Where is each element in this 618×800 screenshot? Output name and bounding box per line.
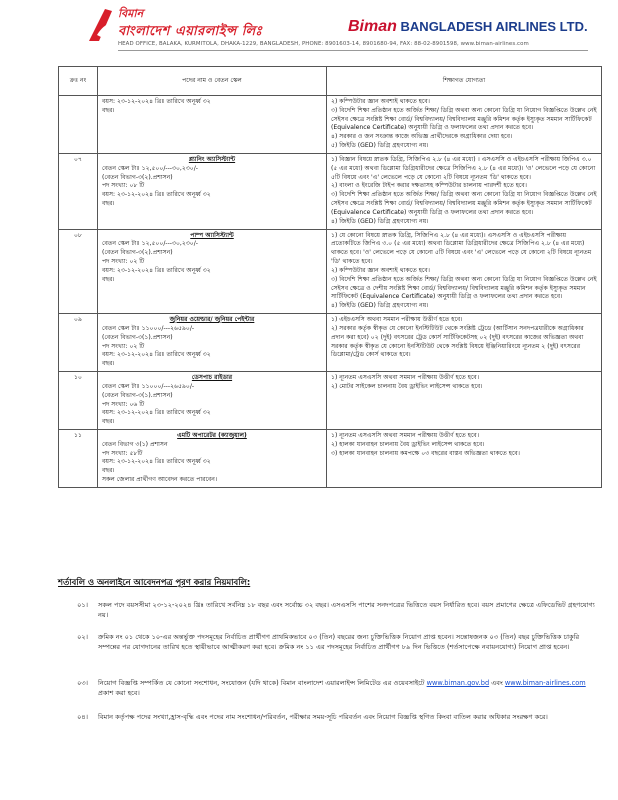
post-detail-line: পদ সংখ্যা: ০২ টি [102,342,145,350]
post-detail-line: বয়স: ২৩-১২-২০২৪ খ্রিঃ তারিখে অনূর্ধ্ব ৩২ [102,409,211,417]
term-item [58,712,603,738]
qualification-line: ৪) জিইডি (GED) ডিগ্রি গ্রহণযোগ্য নয়। [331,302,429,310]
post-detail-line: বছর। [102,418,115,426]
post-detail-line: (বেতন বিভাগ-৩(২).প্রশাসন) [102,173,173,181]
term-text-a: নিয়োগ বিজ্ঞপ্তি সম্পর্কিত যে কোনো সংশোধন, সংযোজন (যদি থাকে) বিমান বাংলাদেশ এয়ারলাইন্স লিমিটেড এর ওয়েবসাইটে [98,679,425,687]
serial-number: ১০ [59,372,98,430]
post-detail-line: (বেতন বিভাগ-৩(১).প্রশাসন) [102,333,173,341]
post-detail-line: বয়স: ২৩-১২-২০২৪ খ্রিঃ তারিখে অনূর্ধ্ব ৩২ [102,458,211,466]
term-number: ০১। [77,601,88,609]
biman-gov-link[interactable]: www.biman.gov.bd [426,679,490,687]
post-detail-line: বছর। [102,467,115,475]
airline-tail-logo-icon [85,5,115,45]
table-row [59,153,602,229]
qualification-line: ২) বাংলা ও ইংরেজি টাইপ করার দক্ষতাসহ কম্পিউটার চালনায় পারদর্শী হতে হবে। [331,182,527,190]
qualification-cell [327,153,602,229]
qualification-line: ৫) জিইডি (GED) ডিগ্রি গ্রহণযোগ্য নয়। [331,142,429,150]
terms-title: শর্তাবলি ও অনলাইনে আবেদনপত্র পূরণ করার নিয়মাবলি: [58,577,251,587]
serial-number: ০৭ [59,153,98,229]
qualification-line: ২) মোটর সাইকেল চালনায় বৈধ ড্রাইভিং লাইসেন্স থাকতে হবে। [331,382,483,390]
post-title: প্ল্যানিং অ্যাসিস্ট্যান্ট [188,155,236,163]
header-divider [118,50,588,51]
qualification-line: ৩) বিদেশি শিক্ষা প্রতিষ্ঠান হতে অর্জিত শিক্ষা/ ডিগ্রি অথবা অন্য কোনো ডিগ্রি যা নিয়োগ বিজ্ঞপ্তিতে উল্লেখ নেই সেইসব ক্ষেত্রে সংশ্লিষ্ট শিক্ষা বোর্ড/ বিশ্ববিদ্যালয়/ বিশ্ববিদ্যালয় মঞ্জুরি কমিশন কর্তৃক ইস্যুকৃত সমমান সার্টিফিকেট (Equivalence Certificate) অনুযায়ী ডিগ্রি ও ফলাফলের তথ্য প্রদান করতে হবে। [331,106,597,132]
head-office-address: HEAD OFFICE, BALAKA, KURMITOLA, DHAKA-1229, BANGLADESH, PHONE: 8901603-14, 8901680-94, FAX: 88-02-8901598, www.biman-airlines.com [118,41,529,47]
post-title: এমটি অপারেটর (ক্যাজুয়াল) [177,431,247,439]
post-detail-line: (বেতন বিভাগ-৩(১).প্রশাসন) [102,391,173,399]
table-header-row [59,67,602,96]
table-row [59,429,602,487]
term-item [58,678,603,704]
post-detail-line: বয়স: ২৩-১২-২০২৪ খ্রিঃ তারিখে অনূর্ধ্ব ৩২ [102,191,211,199]
logo-bangla: বাংলাদেশ এয়ারলাইন্স লিঃ [118,24,263,39]
post-detail-line: সকল জেলার প্রার্থীগণ আবেদন করতে পারবেন। [102,476,218,484]
serial-number: ০৮ [59,229,98,313]
letterhead [0,0,618,60]
post-cell [98,314,327,372]
logo-bangla-top: বিমান [118,7,144,20]
serial-number [59,96,98,154]
table-row [59,372,602,430]
post-detail-line: বেতন স্কেল টাঃ ১১০০০/---২৬৫৯০/- [102,324,195,332]
col-header-qualification: শিক্ষাগত যোগ্যতা [327,67,602,96]
job-requirements-table [58,66,602,488]
post-detail-line: বছর। [102,275,115,283]
qualification-line: ১) এইচএসসি অথবা সমমান পরীক্ষায় উত্তীর্ণ হতে হবে। [331,316,463,324]
table-row [59,96,602,154]
qualification-line: ৩) হালকা যানবাহন চালনায় কমপক্ষে ০৩ বছরের বাস্তব অভিজ্ঞতা থাকতে হবে। [331,449,520,457]
term-item [58,600,603,626]
qualification-line: ৩) বিদেশি শিক্ষা প্রতিষ্ঠান হতে অর্জিত শিক্ষা/ ডিগ্রি অথবা অন্য কোনো ডিগ্রি যা নিয়োগ বিজ্ঞপ্তিতে উল্লেখ নেই সেইসব ক্ষেত্রে সংশ্লিষ্ট শিক্ষা বোর্ড/ বিশ্ববিদ্যালয়/ বিশ্ববিদ্যালয় মঞ্জুরি কমিশন কর্তৃক ইস্যুকৃত সমমান সার্টিফিকেট (Equivalence Certificate) অনুযায়ী ডিগ্রি ও ফলাফলের তথ্য প্রদান করতে হবে। [331,191,597,216]
post-title: জুনিয়র ওয়েল্ডার/ জুনিয়র পেইন্টার [169,316,255,324]
term-number: ০২। [77,633,88,641]
post-title: ডেসপাচ রাইডার [191,374,233,382]
qualification-cell [327,96,602,154]
post-detail-line: পদ সংখ্যা: ৫৮টি [102,449,143,457]
post-detail-line: বছর। [102,106,115,114]
serial-number: ০৯ [59,314,98,372]
qualification-line: ৪) সরকার ও জন সংক্রান্ত কাজে অভিজ্ঞ প্রার্থীদেরকে অগ্রাধিকার দেয়া হবে। [331,133,513,141]
post-detail-line: পদ সংখ্যা: ০২ টি [102,258,145,266]
brand-name [348,18,588,36]
qualification-cell [327,314,602,372]
post-detail-line: বেতন স্কেল টাঃ ১১০০০/---২৬৫৯০/- [102,382,195,390]
qualification-line: ১) ন্যূনতম এসএসসি অথবা সমমান পরীক্ষায় উত্তীর্ণ হতে হবে। [331,374,479,382]
table-row [59,314,602,372]
qualification-line: ১) ন্যূনতম এসএসসি অথবা সমমান পরীক্ষায় উত্তীর্ণ হতে হবে। [331,431,479,439]
term-text: সকল পদে বয়সসীমা ২৩-১২-২০২৪ খ্রিঃ তারিখে সর্বনিম্ন ১৮ বছর এবং সর্বোচ্চ ৩২ বছর। এসএসসি পাশের সনদপত্রের ভিত্তিতে বয়স নির্ধারিত হবে। বয়স প্রমাণের ক্ষেত্রে এফিডেভিট গ্রহণযোগ্য নয়। [98,601,595,620]
term-text [98,678,603,698]
table-row [59,229,602,313]
post-cell [98,429,327,487]
post-detail-line: (বেতন বিভাগ-৩(২).প্রশাসন) [102,249,173,257]
qualification-line: ২) কম্পিউটার জ্ঞান অবশ্যই থাকতে হবে। [331,266,430,274]
qualification-cell [327,372,602,430]
post-detail-line: পদ সংখ্যা: ০৬ টি [102,400,145,408]
post-detail-line: বছর। [102,200,115,208]
post-detail-line: বয়স: ২৩-১২-২০২৪ খ্রিঃ তারিখে অনূর্ধ্ব ৩২ [102,351,211,359]
post-cell [98,372,327,430]
qualification-line: ২) কম্পিউটার জ্ঞান অবশ্যই থাকতে হবে। [331,98,430,105]
qualification-line: ৪) জিইডি (GED) ডিগ্রি গ্রহণযোগ্য নয়। [331,217,429,225]
term-text: বিমান কর্তৃপক্ষ পদের সংখ্যা,হ্রাস-বৃদ্ধি এবং পদের নাম সংশোধন/পরিবর্তন, পরীক্ষার সময়-সূচি পরিবর্তন এবং নিয়োগ বিজ্ঞপ্তি স্থগিত কিংবা বাতিল করার অধিকার সংরক্ষণ করে। [98,713,548,721]
post-detail-line: বেতন বিভাগ ৩(১) প্রশাসন [102,440,168,448]
term-number: ০৩। [77,679,88,687]
qualification-cell [327,229,602,313]
biman-airlines-link[interactable]: www.biman-airlines.com [504,679,586,687]
post-cell [98,153,327,229]
col-header-serial: ক্রঃ নং [59,67,98,96]
post-cell [98,96,327,154]
qualification-line: ৩) বিদেশি শিক্ষা প্রতিষ্ঠান হতে অর্জিত শিক্ষা/ ডিগ্রি অথবা অন্য কোনো ডিগ্রি যা নিয়োগ বিজ্ঞপ্তিতে উল্লেখ নেই সেইসব ক্ষেত্রে ও দেশীয় সংশ্লিষ্ট শিক্ষা বোর্ড/ বিশ্ববিদ্যালয়/ বিশ্ববিদ্যালয় মঞ্জুরি কমিশন কর্তৃক ইস্যুকৃত সমমান সার্টিফিকেট (Equivalence Certificate) অনুযায়ী ডিগ্রি ও ফলাফলের তথ্য প্রদান করতে হবে। [331,275,597,301]
term-and: এবং [491,679,503,687]
post-cell [98,229,327,313]
serial-number: ১১ [59,429,98,487]
brand-strong: Biman [348,18,397,35]
col-header-post: পদের নাম ও বেতন স্কেল [98,67,327,96]
post-detail-line: বয়স: ২৩-১২-২০২৪ খ্রিঃ তারিখে অনূর্ধ্ব ৩২ [102,98,211,105]
qualification-line: ২) সরকার কর্তৃক স্বীকৃত যে কোনো ইনস্টিটিউট থেকে সংশ্লিষ্ট ট্রেডে (আর্টিসান সনদপত্রধারীকে অগ্রাধিকার প্রদান করা হবে) ০২ (দুই) বৎসরের ট্রেড কোর্স সার্টিফিকেটসহ ০২ (দুই) বৎসরের কাজের অভিজ্ঞতা অথবা সরকার কর্তৃক স্বীকৃত যে কোনো ইনস্টিটিউট থেকে সংশ্লিষ্ট বিষয়ে ইঞ্জিনিয়ারিংয়ে ন্যূনতম ২ (দুই) বৎসরের ডিপ্লোমা/ট্রেড কোর্স থাকতে হবে। [331,324,584,359]
brand-rest: BANGLADESH AIRLINES LTD. [400,19,588,34]
qualification-line: ১) বিজ্ঞান বিষয়ে স্নাতক ডিগ্রি, সিজিপিএ ২.৮ (৪ এর মধ্যে) । এসএসসি ও এইচএসসি পরীক্ষায় জিপিএ ৩.০ (৫ এর মধ্যে) অথবা ডিপ্লোমা ডিগ্রিধারীদের ক্ষেত্রে সিজিপিএ ২.৮ (৪ এর মধ্যে)। 'ও' লেভেলে পড়ে যে কোনো ৫টি বিষয়ে এবং 'এ' লেভেলে পড়ে যে কোনো ২টি বিষয়ে ন্যূনতম 'ডি' থাকতে হবে। [331,155,596,181]
qualification-cell [327,429,602,487]
qualification-line: ১) যে কোনো বিষয়ে স্নাতক ডিগ্রি, সিজিপিএ ২.৮ (৪ এর মধ্যে)। এসএসসি ও এইচএসসি পরীক্ষায় প্রত্যেকটিতে জিপিএ ৩.০ (৫ এর মধ্যে) অথবা ডিপ্লোমা ডিগ্রিধারীদের ক্ষেত্রে সিজিপিএ ২.৮ (৪ এর মধ্যে) থাকতে হবে। 'ও' লেভেলে পড়ে যে কোনো ৫টি বিষয়ে এবং 'এ' লেভেলে পড়ে যে কোনো ২টি বিষয়ে ন্যূনতম 'ডি' থাকতে হবে। [331,231,592,266]
term-text-b: প্রকাশ করা হবে। [98,689,140,698]
qualification-line: ২) হালকা যানবাহন চালনায় বৈধ ড্রাইভিং লাইসেন্স থাকতে হবে। [331,440,485,448]
post-detail-line: বেতন স্কেল টাঃ ১২,৫০০/---৩০,২৩০/- [102,240,199,248]
post-detail-line: বয়স: ২৩-১২-২০২৪ খ্রিঃ তারিখে অনূর্ধ্ব ৩২ [102,266,211,274]
post-detail-line: বেতন স্কেল টাঃ ১২,৫০০/---৩০,২৩০/- [102,164,199,172]
post-detail-line: পদ সংখ্যা: ০৮ টি [102,182,145,190]
term-text: ক্রমিক নং ০১ থেকে ১০-এর অন্তর্ভুক্ত পদসমূহের নির্বাচিত প্রার্থীগণ প্রাথমিকভাবে ০৩ (তিন) বছরের জন্য চুক্তিভিত্তিক নিয়োগ প্রাপ্ত হবেন। সন্তোষজনক ০৩ (তিন) বছর চুক্তিভিত্তিক চাকুরি সম্পন্নের পর যোগদানের তারিখ হতে স্থায়ীভাবে আত্মীকরণ করা হবে। ক্রমিক নং ১১ এর পদসমূহের নির্বাচিত প্রার্থীগণ ৮৯ দিন ভিত্তিতে (শর্তসাপেক্ষে নবায়নযোগ্য) নিয়োগ প্রাপ্ত হবেন। [98,633,580,652]
post-title: পাম্প অ্যাসিস্ট্যান্ট [190,231,234,239]
post-detail-line: বছর। [102,360,115,368]
term-number: ০৪। [77,713,88,721]
term-item [58,632,603,672]
